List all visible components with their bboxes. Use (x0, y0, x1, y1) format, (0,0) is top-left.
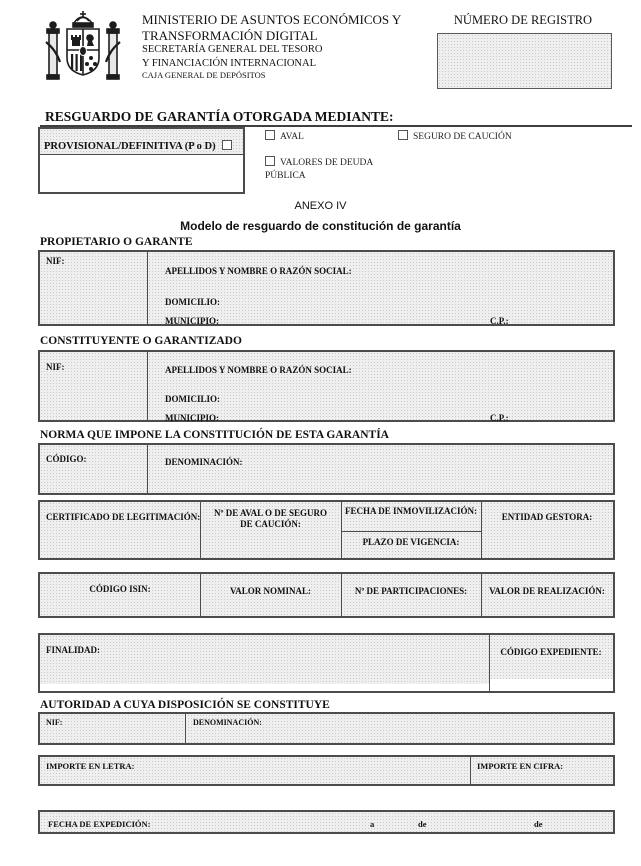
authority-denomination-label: DENOMINACIÓN: (193, 718, 262, 727)
certificate-sub-divider (341, 531, 481, 532)
option-valores-deuda: VALORES DE DEUDA PÚBLICA (265, 158, 373, 181)
authority-heading: AUTORIDAD A CUYA DISPOSICIÓN SE CONSTITUYE (40, 699, 330, 711)
constituent-postal-code-label: C.P.: (490, 413, 509, 423)
constituent-nif-label: NIF: (46, 362, 65, 372)
expedition-table[interactable] (38, 810, 615, 834)
norm-denomination-label: DENOMINACIÓN: (165, 457, 243, 467)
valores-deuda-checkbox[interactable] (265, 156, 275, 166)
annex-subtitle: Modelo de resguardo de constitución de garantía (180, 219, 461, 233)
participations-label: Nº DE PARTICIPACIONES: (354, 586, 468, 596)
option-aval: AVAL (265, 130, 304, 144)
authority-nif-label: NIF: (46, 718, 63, 727)
file-code-label: CÓDIGO EXPEDIENTE: (500, 647, 602, 657)
provisional-entry-area[interactable] (40, 155, 243, 192)
owner-table[interactable] (38, 250, 615, 326)
owner-table-divider (147, 252, 148, 324)
authority-table[interactable] (38, 712, 615, 745)
registry-number-box[interactable] (437, 33, 612, 89)
constituent-municipality-label: MUNICIPIO: (165, 413, 219, 423)
option-seguro-caucion: SEGURO DE CAUCIÓN (398, 130, 512, 144)
file-code-entry-strip[interactable] (490, 679, 613, 691)
aval-number-label: Nº DE AVAL O DE SEGURO DE CAUCIÓN: (214, 508, 327, 529)
constituent-name-label: APELLIDOS Y NOMBRE O RAZÓN SOCIAL: (165, 365, 352, 375)
certificate-divider-1 (200, 502, 201, 558)
provisional-checkbox[interactable] (222, 140, 232, 150)
expedition-date-label: FECHA DE EXPEDICIÓN: (48, 819, 151, 829)
owner-nif-label: NIF: (46, 256, 65, 266)
spain-coat-of-arms-logo (44, 8, 122, 96)
isin-label: CÓDIGO ISIN: (89, 584, 151, 594)
expedition-particle-de1: de (418, 819, 427, 829)
guarantee-means-title: RESGUARDO DE GARANTÍA OTORGADA MEDIANTE: (45, 109, 394, 124)
norm-heading: NORMA QUE IMPONE LA CONSTITUCIÓN DE ESTA GARANTÍA (40, 429, 389, 441)
expedition-particle-a: a (370, 819, 375, 829)
constituent-heading: CONSTITUYENTE O GARANTIZADO (40, 335, 242, 347)
realization-value-label: VALOR DE REALIZACIÓN: (489, 586, 605, 596)
constituent-address-label: DOMICILIO: (165, 394, 221, 404)
seguro-caucion-checkbox[interactable] (398, 130, 408, 140)
nominal-value-label: VALOR NOMINAL: (229, 586, 312, 596)
secretariat-line2: Y FINANCIACIÓN INTERNACIONAL (142, 57, 317, 69)
provisional-header-cell (40, 129, 243, 155)
immobilization-date-label: FECHA DE INMOVILIZACIÓN: (344, 506, 477, 516)
amount-divider (470, 757, 471, 784)
owner-municipality-label: MUNICIPIO: (165, 316, 219, 326)
purpose-label: FINALIDAD: (46, 645, 100, 655)
expedition-particle-de2: de (534, 819, 543, 829)
ministry-name-line2: TRANSFORMACIÓN DIGITAL (142, 27, 318, 43)
constituent-table[interactable] (38, 350, 615, 422)
annex-title: ANEXO IV (294, 200, 347, 212)
authority-divider (185, 714, 186, 743)
owner-address-label: DOMICILIO: (165, 297, 221, 307)
secretariat-line1: SECRETARÍA GENERAL DEL TESORO (142, 44, 323, 55)
owner-name-label: APELLIDOS Y NOMBRE O RAZÓN SOCIAL: (165, 266, 352, 276)
certificate-label: CERTIFICADO DE LEGITIMACIÓN: (46, 512, 201, 522)
provisional-label: PROVISIONAL/DEFINITIVA (P o D) (44, 140, 232, 152)
norm-code-label: CÓDIGO: (46, 454, 87, 464)
norm-table[interactable] (38, 443, 615, 495)
amount-table[interactable] (38, 755, 615, 786)
constituent-table-divider (147, 352, 148, 420)
certificate-table[interactable] (38, 500, 615, 560)
owner-heading: PROPIETARIO O GARANTE (40, 236, 193, 248)
purpose-table[interactable] (38, 633, 615, 693)
provisional-box (38, 127, 245, 194)
ministry-name-line1: MINISTERIO DE ASUNTOS ECONÓMICOS Y (142, 12, 402, 27)
validity-term-label: PLAZO DE VIGENCIA: (362, 537, 460, 547)
norm-table-divider (147, 445, 148, 493)
registry-number-label: NÚMERO DE REGISTRO (453, 13, 593, 27)
securities-table[interactable] (38, 572, 615, 618)
amount-in-words-label: IMPORTE EN LETRA: (46, 761, 135, 771)
department-line: CAJA GENERAL DE DEPÓSITOS (142, 70, 266, 80)
certificate-divider-3 (481, 502, 482, 558)
purpose-entry-strip[interactable] (40, 684, 489, 691)
amount-in-figures-label: IMPORTE EN CIFRA: (477, 761, 564, 771)
managing-entity-label: ENTIDAD GESTORA: (501, 512, 593, 522)
ministry-title-block (142, 12, 401, 81)
owner-postal-code-label: C.P.: (490, 316, 509, 326)
aval-checkbox[interactable] (265, 130, 275, 140)
